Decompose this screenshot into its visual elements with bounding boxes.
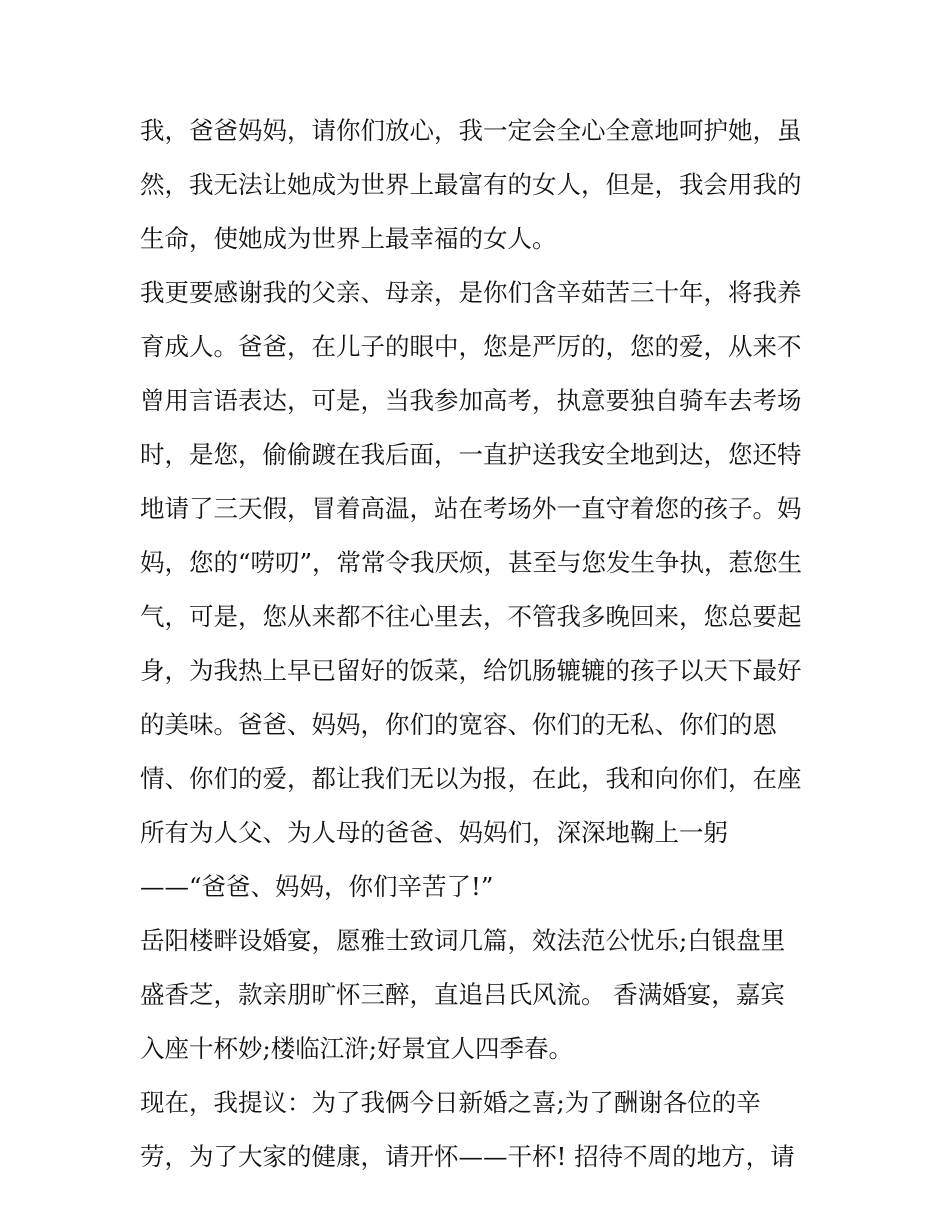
text-line: 地请了三天假，冒着高温，站在考场外一直守着您的孩子。妈 (140, 494, 802, 523)
text-line: 情、你们的爱，都让我们无以为报，在此，我和向你们，在座 (140, 764, 802, 793)
text-line: 岳阳楼畔设婚宴，愿雅士致词几篇，效法范公忧乐;白银盘里 (140, 926, 786, 955)
text-line: 劳，为了大家的健康，请开怀——干杯! 招待不周的地方，请 (140, 1142, 795, 1171)
text-line: 然，我无法让她成为世界上最富有的女人，但是，我会用我的 (140, 170, 802, 199)
text-line: 我，爸爸妈妈，请你们放心，我一定会全心全意地呵护她，虽 (140, 116, 802, 145)
text-line: 时，是您，偷偷踱在我后面，一直护送我安全地到达，您还特 (140, 440, 802, 469)
text-line: 盛香芝，款亲朋旷怀三醉，直追吕氏风流。 香满婚宴，嘉宾 (140, 980, 785, 1009)
text-line: ——“爸爸、妈妈，你们辛苦了!” (140, 872, 494, 901)
text-line: 我更要感谢我的父亲、母亲，是你们含辛茹苦三十年，将我养 (140, 278, 802, 307)
text-line: 身，为我热上早已留好的饭菜，给饥肠辘辘的孩子以天下最好 (140, 656, 802, 685)
text-line: 妈，您的“唠叨”，常常令我厌烦，甚至与您发生争执，惹您生 (140, 548, 803, 577)
text-line: 生命，使她成为世界上最幸福的女人。 (140, 224, 557, 253)
text-line: 所有为人父、为人母的爸爸、妈妈们，深深地鞠上一躬 (140, 818, 728, 847)
text-line: 现在，我提议：为了我俩今日新婚之喜;为了酬谢各位的辛 (140, 1088, 761, 1117)
text-line: 入座十杯妙;楼临江浒;好景宜人四季春。 (140, 1034, 574, 1063)
document-body (140, 104, 820, 1184)
text-line: 育成人。爸爸，在儿子的眼中，您是严厉的，您的爱，从来不 (140, 332, 802, 361)
text-line: 曾用言语表达，可是，当我参加高考，执意要独自骑车去考场 (140, 386, 802, 415)
text-line: 的美味。爸爸、妈妈，你们的宽容、你们的无私、你们的恩 (140, 710, 777, 739)
text-line: 气，可是，您从来都不往心里去，不管我多晚回来，您总要起 (140, 602, 802, 631)
